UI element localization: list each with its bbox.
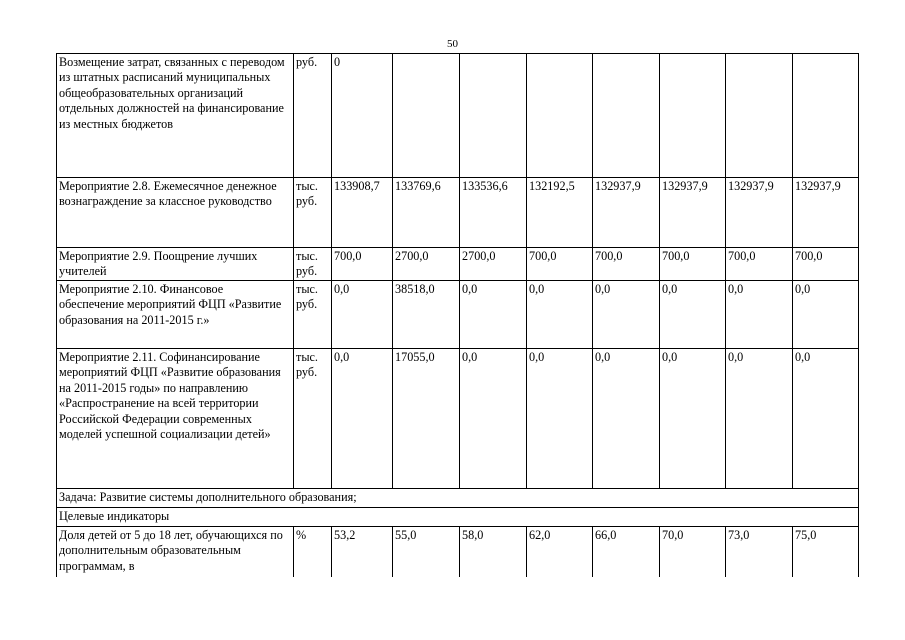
table-row [57, 54, 859, 178]
value-cell: 70,0 [660, 527, 726, 577]
row-unit: тыс. руб. [294, 349, 332, 489]
row-name: Доля детей от 5 до 18 лет, обучающихся по дополнительным образовательным программам, в [57, 527, 294, 577]
value-cell: 0,0 [332, 281, 393, 349]
value-cell: 133908,7 [332, 178, 393, 248]
value-cell: 62,0 [527, 527, 593, 577]
value-cell: 133536,6 [460, 178, 527, 248]
value-cell: 0,0 [793, 349, 859, 489]
indicators-heading: Целевые индикаторы [57, 508, 859, 527]
value-cell: 17055,0 [393, 349, 460, 489]
value-cell: 0,0 [660, 349, 726, 489]
value-cell: 55,0 [393, 527, 460, 577]
value-cell: 700,0 [726, 248, 793, 281]
table-row [57, 527, 859, 577]
row-name: Возмещение затрат, связанных с переводом из штатных расписаний муниципальных общеобразовательных организаций отдельных должностей на финансирование из местных бюджетов [57, 54, 294, 178]
value-cell: 132937,9 [660, 178, 726, 248]
value-cell: 0,0 [527, 349, 593, 489]
row-unit: % [294, 527, 332, 577]
row-name: Мероприятие 2.10. Финансовое обеспечение мероприятий ФЦП «Развитие образования на 2011-2015 г.» [57, 281, 294, 349]
value-cell [527, 54, 593, 178]
value-cell: 0,0 [593, 349, 660, 489]
value-cell: 66,0 [593, 527, 660, 577]
value-cell: 0,0 [527, 281, 593, 349]
table-row [57, 178, 859, 248]
value-cell: 0,0 [593, 281, 660, 349]
value-cell: 700,0 [793, 248, 859, 281]
budget-table [56, 53, 859, 577]
value-cell: 0 [332, 54, 393, 178]
value-cell: 2700,0 [460, 248, 527, 281]
value-cell: 2700,0 [393, 248, 460, 281]
value-cell: 53,2 [332, 527, 393, 577]
value-cell: 132937,9 [793, 178, 859, 248]
value-cell: 132937,9 [726, 178, 793, 248]
page-number: 50 [447, 38, 458, 50]
value-cell [793, 54, 859, 178]
value-cell: 133769,6 [393, 178, 460, 248]
value-cell: 0,0 [460, 281, 527, 349]
table-row [57, 281, 859, 349]
value-cell: 700,0 [660, 248, 726, 281]
value-cell: 75,0 [793, 527, 859, 577]
table-row [57, 248, 859, 281]
table-row [57, 489, 859, 508]
value-cell: 73,0 [726, 527, 793, 577]
value-cell: 0,0 [793, 281, 859, 349]
row-unit: руб. [294, 54, 332, 178]
value-cell: 132937,9 [593, 178, 660, 248]
value-cell [660, 54, 726, 178]
value-cell: 0,0 [332, 349, 393, 489]
row-unit: тыс. руб. [294, 281, 332, 349]
value-cell: 0,0 [660, 281, 726, 349]
value-cell: 0,0 [726, 281, 793, 349]
row-unit: тыс. руб. [294, 178, 332, 248]
value-cell [593, 54, 660, 178]
table-row [57, 349, 859, 489]
value-cell: 0,0 [726, 349, 793, 489]
row-unit: тыс. руб. [294, 248, 332, 281]
task-heading: Задача: Развитие системы дополнительного образования; [57, 489, 859, 508]
value-cell: 0,0 [460, 349, 527, 489]
value-cell [460, 54, 527, 178]
value-cell: 700,0 [527, 248, 593, 281]
value-cell: 38518,0 [393, 281, 460, 349]
table-row [57, 508, 859, 527]
value-cell: 132192,5 [527, 178, 593, 248]
value-cell: 700,0 [332, 248, 393, 281]
value-cell [726, 54, 793, 178]
value-cell: 58,0 [460, 527, 527, 577]
row-name: Мероприятие 2.8. Ежемесячное денежное вознаграждение за классное руководство [57, 178, 294, 248]
row-name: Мероприятие 2.9. Поощрение лучших учителей [57, 248, 294, 281]
row-name: Мероприятие 2.11. Софинансирование мероприятий ФЦП «Развитие образования на 2011-2015 годы» по направлению «Распространение на всей территории Российской Федерации современных моделей успешной социализации детей» [57, 349, 294, 489]
value-cell [393, 54, 460, 178]
value-cell: 700,0 [593, 248, 660, 281]
